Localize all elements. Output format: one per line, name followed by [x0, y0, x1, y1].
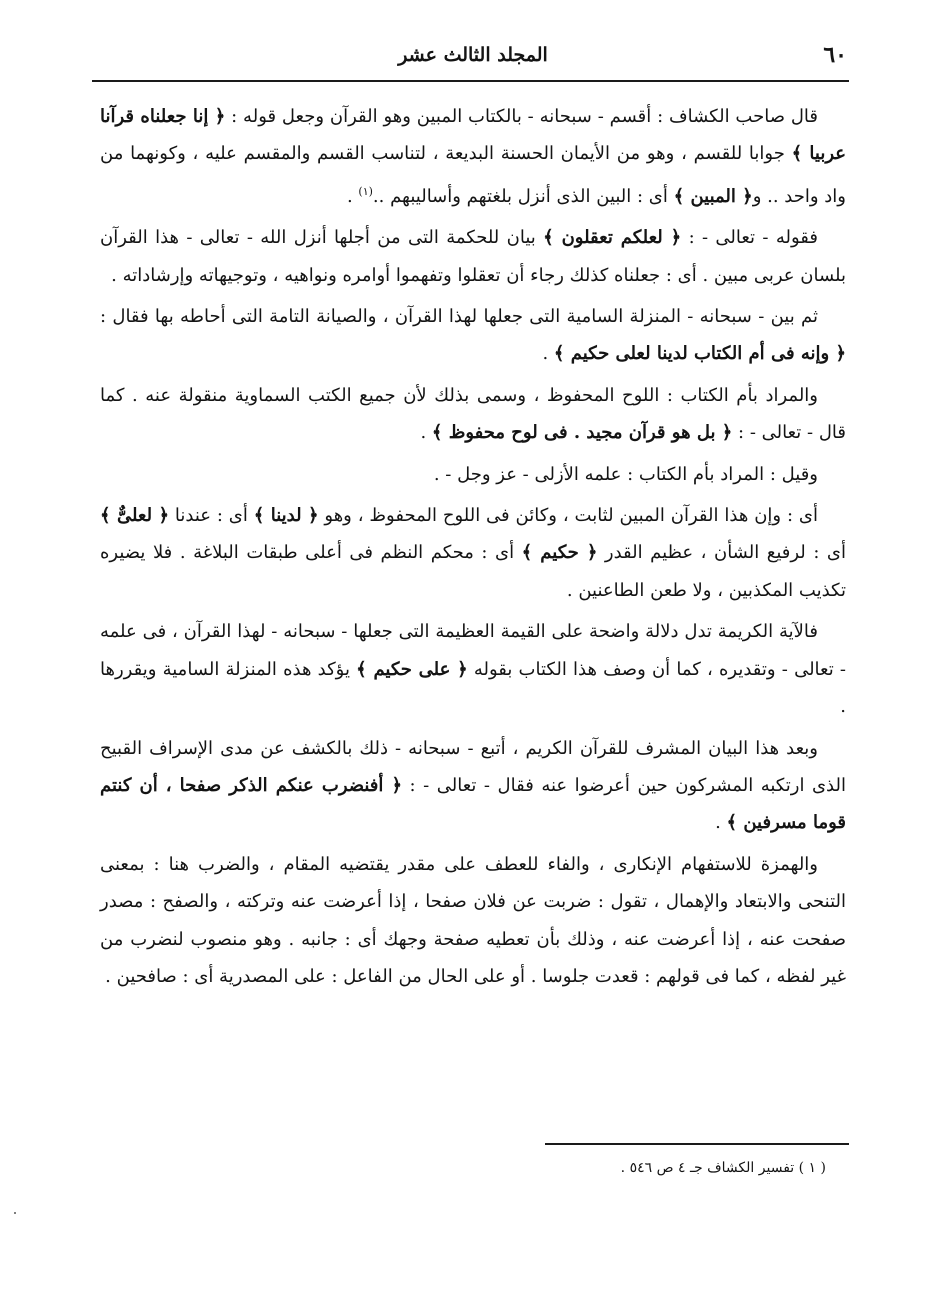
quran-quote: ﴿ لدينا ﴾: [253, 505, 319, 527]
text-run: أى : عندنا: [169, 505, 254, 527]
quran-quote: ﴿ بل هو قرآن مجيد . فى لوح محفوظ ﴾: [431, 422, 733, 444]
text-run: بيان للحكمة التى من أجلها أنزل الله - تعالى - هذا القرآن بلسان عربى مبين . أى : جعلناه كذلك رجاء أن تعقلوا وتفهموا أوامره ونواهيه ، وتوجيهاته وإرشاداته .: [100, 227, 846, 286]
quran-quote: ﴿ لعلكم تعقلون ﴾: [543, 227, 682, 249]
quran-quote: ﴿ وإنه فى أم الكتاب لدينا لعلى حكيم ﴾: [553, 343, 846, 365]
quran-quote: ﴿ المبين ﴾: [673, 185, 753, 207]
text-run: يؤكد هذه المنزلة السامية ويقررها .: [100, 658, 846, 718]
paragraph: [100, 98, 846, 215]
running-title: المجلد الثالث عشر: [398, 44, 548, 66]
text-run: وبعد هذا البيان المشرف للقرآن الكريم ، أتبع - سبحانه - ذلك بالكشف عن مدى الإسراف القبيح الذى ارتكبه المشركون حين أعرضوا عنه فقال - تعالى - :: [100, 737, 846, 796]
text-run: .: [715, 812, 727, 834]
paragraph: [100, 377, 846, 452]
text-run: قال صاحب الكشاف : أقسم - سبحانه - بالكتاب المبين وهو القرآن وجعل قوله :: [225, 106, 818, 127]
paragraph: [100, 497, 846, 609]
quran-quote: ﴿ على حكيم ﴾: [356, 658, 468, 680]
paragraph: [100, 613, 846, 725]
text-run: أى : لرفيع الشأن ، عظيم القدر: [597, 542, 846, 564]
paragraph: [100, 219, 846, 294]
scan-speck: [14, 1212, 16, 1214]
text-run: أى : وإن هذا القرآن المبين لثابت ، وكائن فى اللوح المحفوظ ، وهو: [318, 505, 818, 527]
body-text: [100, 98, 846, 995]
text-run: ثم بين - سبحانه - المنزلة السامية التى جعلها لهذا القرآن ، والصيانة التامة التى أحاطه بها فقال :: [100, 306, 818, 328]
page-header: [97, 38, 849, 76]
footnote-marker: (١): [358, 184, 373, 198]
text-run: أى : محكم النظم فى أعلى طبقات البلاغة . فلا يضيره تكذيب المكذبين ، ولا طعن الطاعنين .: [100, 542, 846, 601]
text-run: والهمزة للاستفهام الإنكارى ، والفاء للعطف على مقدر يقتضيه المقام ، والضرب هنا : بمعنى التنحى والابتعاد والإهمال ، تقول : ضربت عن فلان صفحا ، إذا أعرضت عنه وتركته ، والصفح : مصدر صفحت عنه ، إذا أعرضت عنه ، وذلك بأن تعطيه صفحة وجهك أى : جانبه . وهو منصوب لنضرب من غير لفظه ، كما فى قولهم : قعدت جلوسا . أو على الحال من الفاعل : على المصدرية أى : صافحين .: [100, 853, 846, 987]
footnote: ( ١ ) تفسير الكشاف جـ ٤ ص ٥٤٦ .: [620, 1160, 826, 1176]
text-run: جوابا للقسم ، وهو من الأيمان الحسنة البديعة ، لتناسب القسم والمقسم عليه ، وكونهما من واد واحد .. و: [100, 143, 846, 207]
text-run: والمراد بأم الكتاب : اللوح المحفوظ ، وسمى بذلك لأن جميع الكتب السماوية منقولة عنه . كما قال - تعالى - :: [100, 384, 846, 444]
paragraph: [100, 298, 846, 373]
text-run: فالآية الكريمة تدل دلالة واضحة على القيمة العظيمة التى جعلها - سبحانه - لهذا القرآن ، فى علمه - تعالى - وتقديره ، كما أن وصف هذا الكتاب بقوله: [100, 621, 846, 680]
footnote-rule: [545, 1143, 849, 1145]
quran-quote: ﴿ لعلىٌّ ﴾: [100, 505, 170, 527]
text-run: وقيل : المراد بأم الكتاب : علمه الأزلى - عز وجل - .: [433, 463, 818, 485]
text-run: .: [346, 185, 359, 207]
quran-quote: ﴿ حكيم ﴾: [521, 542, 598, 564]
text-run: .: [542, 343, 554, 365]
quran-quote: ﴿ إنا جعلناه قرآنا عربيا ﴾: [100, 106, 846, 165]
page-number: ٦٠: [823, 42, 847, 68]
text-run: فقوله - تعالى - :: [681, 227, 818, 249]
text-run: أى : البين الذى أنزل بلغتهم وأساليبهم ..: [372, 185, 674, 207]
paragraph: [100, 730, 846, 842]
text-run: .: [420, 422, 432, 444]
paragraph: [100, 456, 846, 493]
paragraph: [100, 846, 846, 996]
header-rule: [92, 80, 849, 82]
quran-quote: ﴿ أفنضرب عنكم الذكر صفحا ، أن كنتم قوما مسرفين ﴾: [100, 774, 846, 834]
